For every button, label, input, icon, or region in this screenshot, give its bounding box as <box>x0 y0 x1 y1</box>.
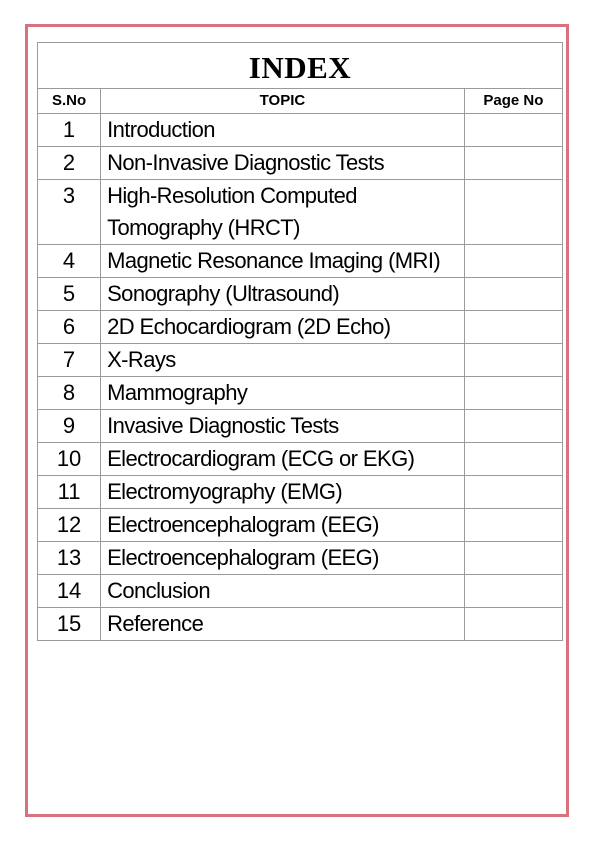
page-number <box>464 542 562 575</box>
topic-name: Magnetic Resonance Imaging (MRI) <box>101 245 465 278</box>
table-row <box>38 278 563 311</box>
table-row <box>38 180 563 245</box>
topic-name: Sonography (Ultrasound) <box>101 278 465 311</box>
page-number <box>464 608 562 641</box>
table-row <box>38 608 563 641</box>
page-number <box>464 509 562 542</box>
table-row <box>38 245 563 278</box>
serial-number: 1 <box>38 114 101 147</box>
page-number <box>464 575 562 608</box>
serial-number: 11 <box>38 476 101 509</box>
serial-number: 6 <box>38 311 101 344</box>
topic-name: Conclusion <box>101 575 465 608</box>
topic-name: Electroencephalogram (EEG) <box>101 542 465 575</box>
table-row <box>38 377 563 410</box>
page-number <box>464 114 562 147</box>
table-row <box>38 344 563 377</box>
serial-number: 8 <box>38 377 101 410</box>
topic-name: Mammography <box>101 377 465 410</box>
page-number <box>464 180 562 245</box>
table-row <box>38 443 563 476</box>
header-topic: TOPIC <box>101 89 465 114</box>
topic-name: Electrocardiogram (ECG or EKG) <box>101 443 465 476</box>
table-row <box>38 509 563 542</box>
page-number <box>464 278 562 311</box>
table-row <box>38 410 563 443</box>
serial-number: 9 <box>38 410 101 443</box>
topic-name: Reference <box>101 608 465 641</box>
serial-number: 15 <box>38 608 101 641</box>
serial-number: 13 <box>38 542 101 575</box>
table-row <box>38 542 563 575</box>
page-number <box>464 410 562 443</box>
header-sno: S.No <box>38 89 101 114</box>
serial-number: 12 <box>38 509 101 542</box>
serial-number: 14 <box>38 575 101 608</box>
topic-name: Introduction <box>101 114 465 147</box>
serial-number: 5 <box>38 278 101 311</box>
topic-name: Electroencephalogram (EEG) <box>101 509 465 542</box>
table-row <box>38 476 563 509</box>
table-row <box>38 575 563 608</box>
index-title: INDEX <box>38 43 563 89</box>
page-number <box>464 476 562 509</box>
page-number <box>464 311 562 344</box>
serial-number: 4 <box>38 245 101 278</box>
page-number <box>464 147 562 180</box>
serial-number: 10 <box>38 443 101 476</box>
page-number <box>464 443 562 476</box>
topic-name: 2D Echocardiogram (2D Echo) <box>101 311 465 344</box>
serial-number: 2 <box>38 147 101 180</box>
header-page-no: Page No <box>464 89 562 114</box>
page-number <box>464 344 562 377</box>
topic-name: Invasive Diagnostic Tests <box>101 410 465 443</box>
serial-number: 3 <box>38 180 101 245</box>
topic-name: High-Resolution Computed Tomography (HRCT) <box>101 180 465 245</box>
serial-number: 7 <box>38 344 101 377</box>
header-row <box>38 89 563 114</box>
topic-name: Electromyography (EMG) <box>101 476 465 509</box>
page-number <box>464 245 562 278</box>
topic-name: Non-Invasive Diagnostic Tests <box>101 147 465 180</box>
table-row <box>38 114 563 147</box>
table-row <box>38 147 563 180</box>
table-row <box>38 311 563 344</box>
index-table <box>37 42 563 641</box>
page-number <box>464 377 562 410</box>
topic-name: X-Rays <box>101 344 465 377</box>
